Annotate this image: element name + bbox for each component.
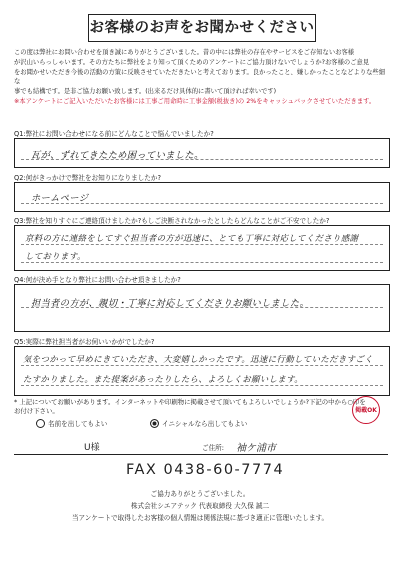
thanks-text: ご協力ありがとうございました。 [150,490,250,498]
stamp-text: 掲載OK [355,406,377,414]
answer-box-1 [14,138,390,168]
consent-option-initials[interactable] [150,418,247,428]
fax-number: FAX 0438-60-7774 [126,462,285,478]
cashback-note: ※本アンケートにご記入いただいたお客様には工事ご用命時に工事金額(税抜き)の 2%をキャッシュバックさせていただきます。 [14,97,376,105]
radio-circle-icon[interactable] [36,419,45,428]
consent-option-name[interactable] [36,418,107,428]
intro-line: が沢山いらっしゃいます。その方たちに弊社をより知って頂くためのアンケートにご協力頂けないでしょうか?お客様のご意見 [14,58,370,66]
address-label: ご住所: [202,444,225,452]
answer-box-3 [14,225,390,271]
question-1-label: Q1:弊社にお問い合わせになる前にどんなことで悩んでいましたか? [14,130,214,138]
approval-stamp [352,396,380,424]
rule-line [21,365,383,366]
answer-5-line-1: 気をつかって早めにきていただき、大変嬉しかったです。迅速に行動していただきすごく [23,354,373,364]
answer-4-line-1: 担当者の方が、親切・丁寧に対応してくださりお願いしました。 [31,298,310,309]
question-3-label: Q3:弊社を知りすぐにご連絡頂けましたか?もしご決断されなかったとしたらどんなことがご不安でしたか? [14,217,330,225]
question-5-label: Q5:実際に弊社担当者がお伺いいかがでしたか? [14,338,155,346]
answer-2-line-1: ホームページ [31,193,89,204]
answer-box-2 [14,182,390,212]
rule-line [21,244,383,245]
privacy-notice: 当アンケートで取得したお客様の個人情報は関係法規に基づき適正に管理いたします。 [71,514,329,522]
rule-line [21,262,383,263]
page-title: お客様のお声をお聞かせください [88,14,316,42]
consent-question [14,398,390,416]
answer-5-line-2: たすかりました。また提案があったりしたら、よろしくお願いします。 [23,374,304,384]
answer-3-line-2: しております。 [25,251,86,261]
rule-line [21,385,383,386]
customer-address: 袖ケ浦市 [236,443,276,454]
question-4-label: Q4:何が決め手となり弊社にお問い合わせ頂きましたか? [14,276,181,284]
radio-selected-icon[interactable] [150,419,159,428]
name-address-row [14,438,388,455]
company-signature: 株式会社シエアテック 代表取締役 大久保 誠二 [130,502,270,510]
intro-line: をお聞かせいただき今後の活動の方策に反映させていただきたいと考えております。良かったこと、嫌しかったことなどよりな些細な [14,68,386,86]
answer-box-4 [14,284,390,332]
question-2-label: Q2:何がきっかけで弊社をお知りになりましたか? [14,174,161,182]
consent-option-label: イニシャルなら出してもよい [162,420,248,428]
intro-line: 事でも結構です。是非ご協力お願い致します。(出来るだけ具体的に書いて頂ければ幸いです) [14,88,277,96]
customer-name: U様 [84,443,100,453]
intro-line: この度は弊社にお問い合わせを頂き誠にありがとうございました。昔の中には弊社の存在やサービスをご存知ないお客様 [14,49,355,56]
intro-text [14,48,390,107]
answer-box-5 [14,346,390,396]
answer-1-line-1: 瓦が、ずれてきたため困っていました。 [31,150,204,161]
answer-3-line-1: 京料の方に連絡をしてすぐ担当者の方が迅速に、とても丁寧に対応してくださり感謝 [25,233,359,243]
consent-question-line: お付け下さい。 [14,407,59,415]
consent-question-line: * 上記についてお願いがあります。インターネットや印刷物に掲載させて頂いてもよろしいでしょうか?下記の中から○印を [14,398,366,406]
consent-option-label: 名前を出してもよい [48,420,108,428]
